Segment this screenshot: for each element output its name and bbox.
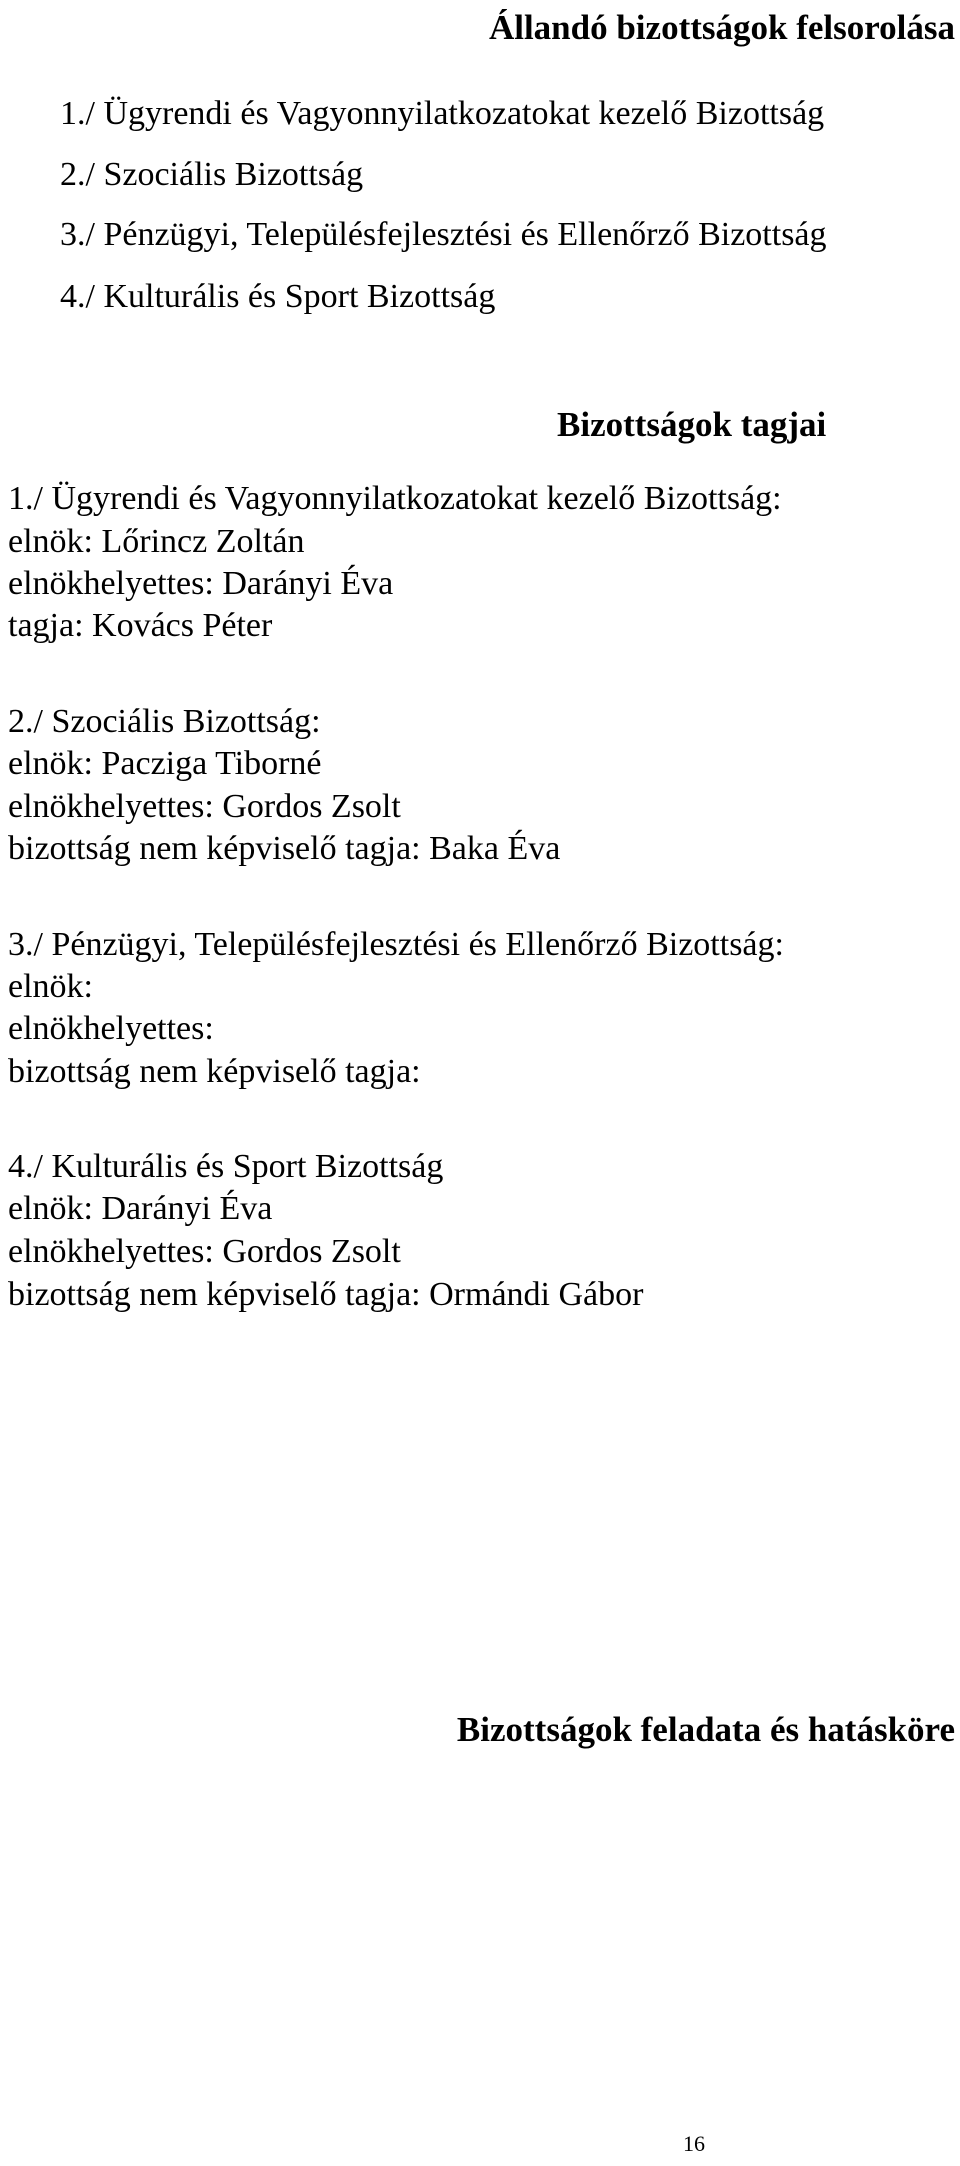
member-line: elnökhelyettes:: [8, 1010, 214, 1047]
member-line: bizottság nem képviselő tagja: Ormándi Gábor: [8, 1276, 644, 1313]
page-number: 16: [683, 2131, 705, 2156]
committee-title: 1./ Ügyrendi és Vagyonnyilatkozatokat kezelő Bizottság:: [8, 480, 782, 517]
committee-title: 2./ Szociális Bizottság:: [8, 703, 321, 740]
committee-list-item: 3./ Pénzügyi, Településfejlesztési és Ellenőrző Bizottság: [60, 216, 827, 253]
member-line: elnök: Darányi Éva: [8, 1190, 273, 1227]
committee-title: 3./ Pénzügyi, Településfejlesztési és Ellenőrző Bizottság:: [8, 926, 784, 963]
member-line: bizottság nem képviselő tagja: Baka Éva: [8, 830, 561, 867]
committee-list-item: 4./ Kulturális és Sport Bizottság: [60, 278, 496, 315]
member-line: elnök:: [8, 968, 93, 1005]
committee-title: 4./ Kulturális és Sport Bizottság: [8, 1148, 444, 1185]
member-line: elnökhelyettes: Gordos Zsolt: [8, 788, 401, 825]
member-line: elnökhelyettes: Darányi Éva: [8, 565, 394, 602]
heading-committee-members: Bizottságok tagjai: [557, 405, 827, 444]
committee-list-item: 1./ Ügyrendi és Vagyonnyilatkozatokat kezelő Bizottság: [60, 95, 825, 132]
member-line: elnökhelyettes: Gordos Zsolt: [8, 1233, 401, 1270]
heading-duties-and-powers: Bizottságok feladata és hatásköre: [456, 1710, 955, 1749]
member-line: tagja: Kovács Péter: [8, 607, 273, 644]
heading-standing-committees: Állandó bizottságok felsorolása: [488, 8, 955, 47]
member-line: elnök: Pacziga Tiborné: [8, 745, 322, 782]
member-line: elnök: Lőrincz Zoltán: [8, 523, 305, 560]
member-line: bizottság nem képviselő tagja:: [8, 1053, 421, 1090]
committee-list-item: 2./ Szociális Bizottság: [60, 156, 364, 193]
